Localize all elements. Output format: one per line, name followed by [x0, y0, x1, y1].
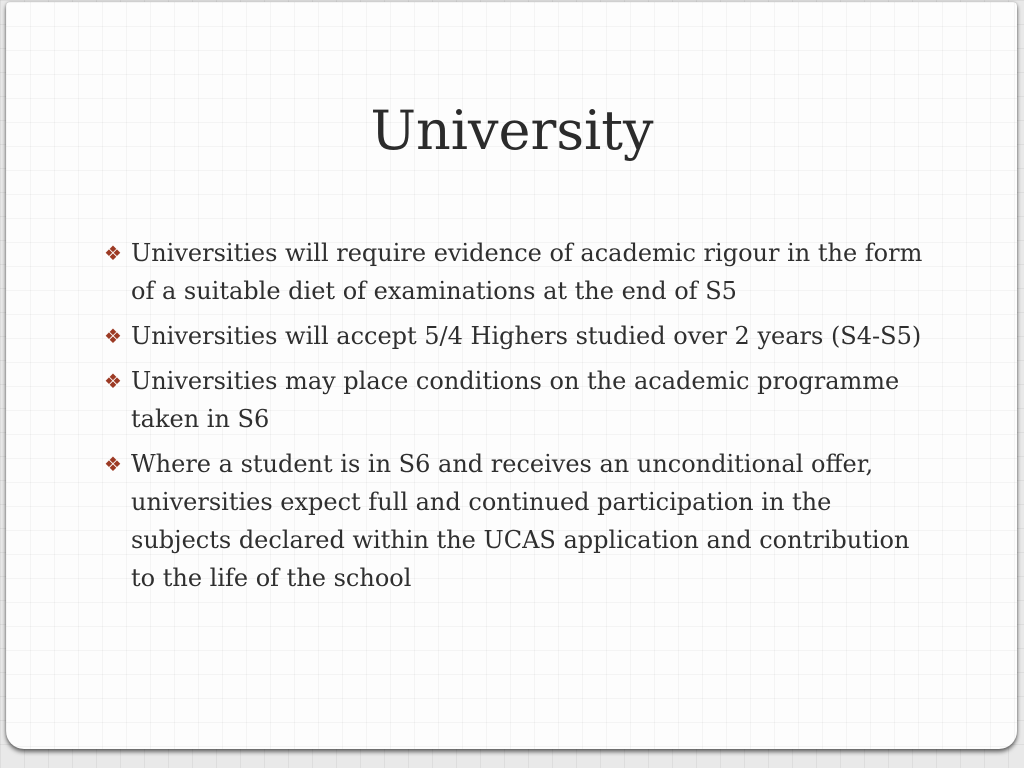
diamond-bullet-icon: ❖: [104, 324, 122, 348]
list-item: [104, 362, 934, 438]
bullet-text: Where a student is in S6 and receives an unconditional offer, universities expect full and continued participation in the subjects declared within the UCAS application and contribution to the life of the school: [131, 450, 910, 592]
bullet-text: Universities will require evidence of academic rigour in the form of a suitable diet of examinations at the end of S5: [131, 239, 923, 305]
list-item: [104, 445, 934, 597]
bullet-text: Universities may place conditions on the academic programme taken in S6: [131, 367, 900, 433]
list-item: [104, 234, 934, 310]
list-item: [104, 317, 934, 355]
diamond-bullet-icon: ❖: [104, 369, 122, 393]
bullet-list: [104, 234, 934, 604]
diamond-bullet-icon: ❖: [104, 452, 122, 476]
bullet-text: Universities will accept 5/4 Highers studied over 2 years (S4-S5): [131, 322, 922, 350]
diamond-bullet-icon: ❖: [104, 241, 122, 265]
slide-title: University: [370, 99, 654, 162]
